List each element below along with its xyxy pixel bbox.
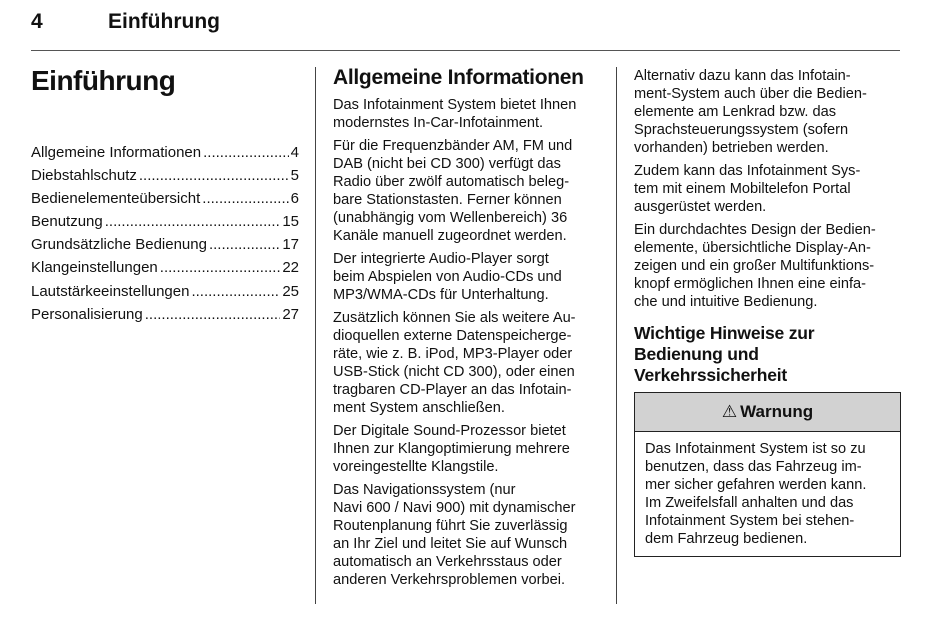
- toc-leader-dots: [191, 280, 280, 303]
- column-divider-left: [315, 67, 316, 604]
- toc-leader-dots: [209, 233, 280, 256]
- header-title: Einführung: [108, 10, 220, 33]
- body-paragraph: Alternativ dazu kann das Infotain- ment-System auch über die Bedien- elemente am Lenkrad bzw. das Sprachsteuerungssystem (sofern vorhanden) betrieben werden.: [634, 68, 867, 156]
- toc-item[interactable]: [31, 164, 299, 187]
- toc-leader-dots: [145, 303, 281, 326]
- toc-item-label: Lautstärkeeinstellungen: [31, 282, 190, 300]
- toc-item-page: 6: [290, 190, 299, 208]
- body-paragraph: Für die Frequenzbänder AM, FM und DAB (nicht bei CD 300) verfügt das Radio über zwölf automatisch beleg- bare Stationstasten. Ferner können (unabhängig vom Wellenbereich) 36 Kanäle manuell zugeordnet werden.: [333, 138, 573, 244]
- toc-item-label: Personalisierung: [31, 305, 143, 323]
- body-paragraph: Zusätzlich können Sie als weitere Au- dioquellen externe Datenspeicherge- räte, wie z. B. iPod, MP3-Player oder USB-Stick (nicht CD 300), oder einen tragbaren CD-Player an das Infotain- ment System anschließen.: [333, 310, 576, 416]
- body-paragraph: Der integrierte Audio-Player sorgt beim Abspielen von Audio-CDs und MP3/WMA-CDs für Unterhaltung.: [333, 251, 562, 303]
- table-of-contents: [31, 141, 299, 326]
- warning-header: [635, 393, 900, 432]
- toc-item-page: 4: [290, 144, 299, 161]
- toc-item[interactable]: [31, 233, 299, 256]
- warning-triangle-icon: ⚠: [721, 402, 738, 421]
- toc-item-label: Diebstahlschutz: [31, 167, 137, 185]
- toc-item-label: Grundsätzliche Bedienung: [31, 236, 207, 254]
- body-paragraph: Das Infotainment System bietet Ihnen modernstes In-Car-Infotainment.: [333, 97, 577, 131]
- body-paragraph: Ein durchdachtes Design der Bedien- elemente, übersichtliche Display-An- zeigen und ein großer Multifunktions- knopf ermöglichen Ihnen eine einfa- che und intuitive Bedienung.: [634, 222, 876, 310]
- toc-item[interactable]: [31, 256, 299, 279]
- toc-item-page: 25: [282, 282, 299, 300]
- toc-item[interactable]: [31, 141, 299, 164]
- right-column: [634, 67, 900, 557]
- toc-item-page: 22: [282, 259, 299, 277]
- column-divider-right: [616, 67, 617, 604]
- left-column: [31, 64, 299, 323]
- warning-label: Warnung: [740, 402, 814, 421]
- toc-leader-dots: [203, 141, 289, 164]
- subsection-title: Wichtige Hinweise zur Bedienung und Verkehrssicherheit: [634, 323, 815, 385]
- body-paragraph: Zudem kann das Infotainment Sys- tem mit einem Mobiltelefon Portal ausgerüstet werden.: [634, 163, 861, 215]
- toc-item[interactable]: [31, 187, 299, 210]
- toc-leader-dots: [160, 256, 281, 279]
- toc-item[interactable]: [31, 210, 299, 233]
- toc-item-label: Allgemeine Informationen: [31, 144, 202, 161]
- toc-item-label: Klangeinstellungen: [31, 259, 158, 277]
- toc-item-page: 17: [282, 236, 299, 254]
- toc-leader-dots: [202, 187, 288, 210]
- page-number: 4: [31, 10, 43, 33]
- middle-column: [333, 64, 605, 594]
- warning-text: Das Infotainment System ist so zu benutzen, dass das Fahrzeug im- mer sicher gefahren werden kann. Im Zweifelsfall anhalten und das Infotainment System bei stehen- dem Fahrzeug bedienen.: [645, 441, 867, 547]
- body-paragraph: Das Navigationssystem (nur Navi 600 / Navi 900) mit dynamischer Routenplanung führt Sie zuverlässig an Ihr Ziel und leitet Sie auf Wunsch automatisch an Verkehrsstaus oder anderen Verkehrsproblemen vorbei.: [333, 482, 576, 588]
- toc-leader-dots: [139, 164, 289, 187]
- body-paragraph: Der Digitale Sound-Prozessor bietet Ihnen zur Klangoptimierung mehrere voreingestellte Klangstile.: [333, 423, 570, 475]
- toc-item-page: 5: [290, 167, 299, 185]
- toc-item-page: 15: [282, 213, 299, 231]
- section-title: Allgemeine Informationen: [333, 66, 584, 89]
- toc-item-label: Benutzung: [31, 213, 103, 231]
- toc-item-page: 27: [282, 305, 299, 323]
- toc-item[interactable]: [31, 303, 299, 326]
- toc-item-label: Bedienelementeübersicht: [31, 190, 201, 208]
- chapter-title: Einführung: [31, 65, 176, 96]
- header-rule: [31, 50, 900, 51]
- warning-box: [634, 392, 901, 557]
- toc-item[interactable]: [31, 280, 299, 303]
- toc-leader-dots: [105, 210, 281, 233]
